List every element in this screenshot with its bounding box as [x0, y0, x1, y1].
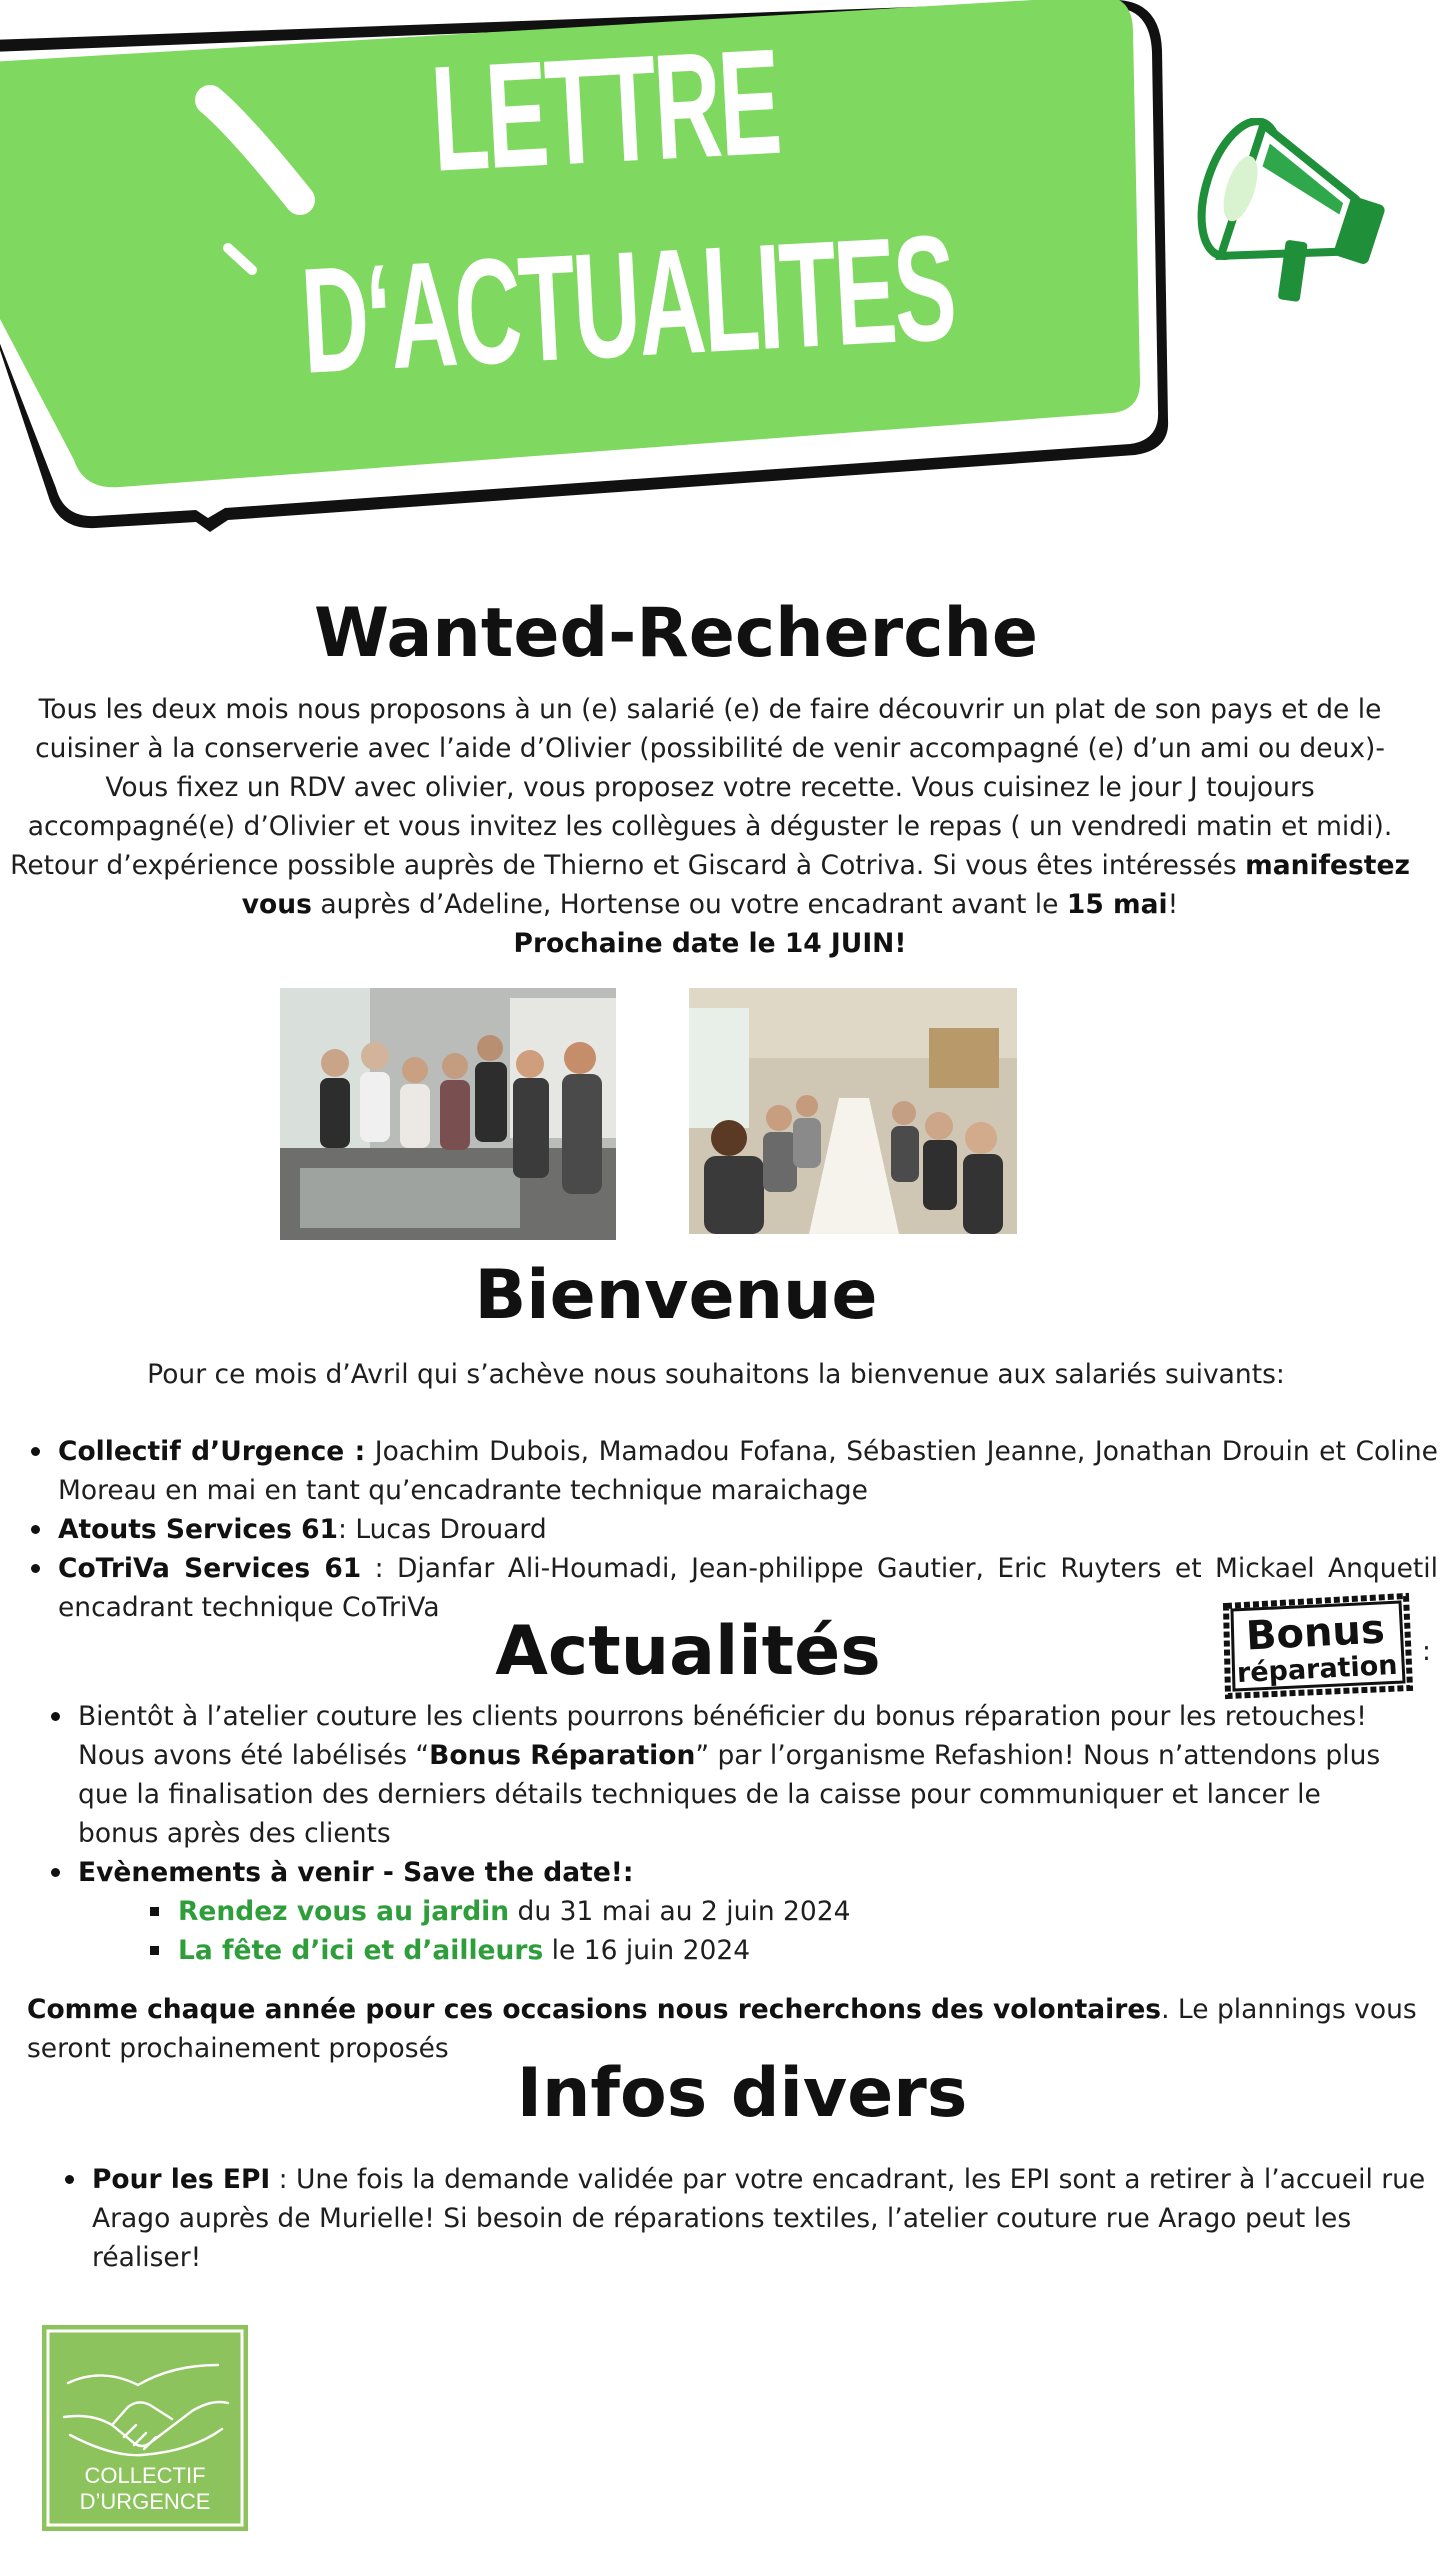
logo-line2: D’URGENCE [79, 2489, 211, 2514]
actualites-list [78, 1697, 1408, 1970]
list-item [92, 2160, 1432, 2277]
infos-list [92, 2160, 1432, 2277]
bienvenue-item-label: Atouts Services 61 [58, 1514, 338, 1545]
list-item [178, 1931, 1408, 1970]
section-title-bienvenue: Bienvenue [474, 1256, 878, 1335]
infos-item-label: Pour les EPI [92, 2164, 271, 2195]
actu-events-label: Evènements à venir - Save the date!: [78, 1857, 634, 1888]
actu-item1-text-a: Bientôt à l’atelier couture les clients pourrons bénéficier du bonus réparation pour les retouches! Nous avons été labélisés “ [78, 1701, 1367, 1771]
wanted-text-1: Tous les deux mois nous proposons à un (e) salarié (e) de faire découvrir un plat de son pays et de le cuisiner à la conserverie avec l’aide d’Olivier (possibilité de venir accompagné (e) d’un ami ou deux)- Vous fixez un RDV avec olivier, vous proposez votre recette. Vous cuisinez le jour J toujours accompagné(e) d’Olivier et vous invitez les collègues à déguster le repas ( un vendredi matin et midi). Retour d’expérience possible auprès de Thierno et Giscard à Cotriva. Si vous êtes intéressés [10, 694, 1393, 881]
megaphone-icon [1186, 118, 1398, 318]
wanted-text-2: auprès d’Adeline, Hortense ou votre encadrant avant le [311, 889, 1067, 920]
badge-line2: réparation [1236, 1649, 1399, 1690]
bienvenue-item-text: Joachim Dubois, Mamadou Fofana, Sébastien Jeanne, Jonathan Drouin et Coline Moreau en mai en tant qu’encadrante technique maraichage [58, 1436, 1438, 1506]
list-item [58, 1510, 1438, 1549]
list-item [78, 1697, 1408, 1853]
wanted-text-3: ! [1167, 889, 1179, 920]
collectif-urgence-logo [42, 2325, 248, 2531]
badge-line1: Bonus [1244, 1606, 1386, 1660]
newsletter-title-line2: D‘ACTUALITES [297, 202, 958, 405]
bienvenue-item-label: CoTriVa Services 61 [58, 1553, 362, 1584]
event-date: du 31 mai au 2 juin 2024 [509, 1896, 851, 1927]
bienvenue-item-text: : Lucas Drouard [337, 1514, 547, 1545]
infos-item-text: : Une fois la demande validée par votre encadrant, les EPI sont a retirer à l’accueil rue Arago auprès de Murielle! Si besoin de réparations textiles, l’atelier couture rue Arago peut les réaliser! [92, 2164, 1426, 2273]
list-item [58, 1432, 1438, 1510]
wanted-bold-1: manifestez vous [241, 850, 1410, 920]
event-date: le 16 juin 2024 [543, 1935, 751, 1966]
volunteers-bold: Comme chaque année pour ces occasions nous recherchons des volontaires [27, 1994, 1162, 2025]
volunteers-text: . Le plannings vous seront prochainement proposés [27, 1994, 1417, 2064]
photo-kitchen-team [280, 988, 616, 1240]
photo-shared-meal [689, 988, 1017, 1234]
section-title-actualites: Actualités [495, 1612, 881, 1691]
newsletter-title-line1: LETTRE [427, 16, 783, 203]
list-item [78, 1853, 1408, 1970]
actu-item1-text-b: ” par l’organisme Refashion! Nous n’attendons plus que la finalisation des derniers détails techniques de la caisse pour communiquer et lancer le bonus après des clients [78, 1740, 1381, 1849]
section-title-infos: Infos divers [516, 2054, 968, 2133]
wanted-bold-2: 15 mai [1066, 889, 1168, 920]
bienvenue-item-label: Collectif d’Urgence : [58, 1436, 366, 1467]
list-item [178, 1892, 1408, 1931]
wanted-paragraph [0, 690, 1420, 963]
bienvenue-item-text: : Djanfar Ali-Houmadi, Jean-philippe Gautier, Eric Ruyters et Mickael Anquetil encadrant technique CoTriVa [58, 1553, 1439, 1623]
events-list [178, 1892, 1408, 1970]
bonus-reparation-badge [1218, 1592, 1414, 1700]
event-name: La fête d’ici et d’ailleurs [178, 1935, 544, 1966]
logo-line1: COLLECTIF [84, 2463, 206, 2488]
event-name: Rendez vous au jardin [178, 1896, 510, 1927]
section-title-wanted: Wanted-Recherche [313, 594, 1039, 673]
badge-colon: : [1422, 1636, 1431, 1667]
next-date: Prochaine date le 14 JUIN! [513, 928, 907, 959]
bienvenue-intro: Pour ce mois d’Avril qui s’achève nous souhaitons la bienvenue aux salariés suivants: [147, 1359, 1285, 1390]
actu-item1-bold: Bonus Réparation [429, 1740, 696, 1771]
